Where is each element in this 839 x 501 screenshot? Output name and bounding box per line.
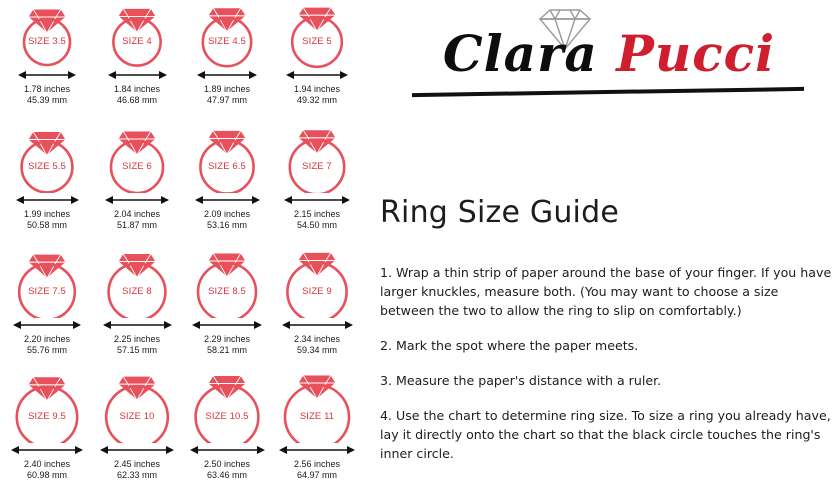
ring-size-label: SIZE 8.5 bbox=[208, 286, 246, 297]
measurement-mm: 49.32 mm bbox=[296, 95, 338, 105]
measurement-mm: 47.97 mm bbox=[206, 95, 248, 105]
ring-illustration bbox=[182, 375, 272, 443]
measurement-mm: 55.76 mm bbox=[26, 345, 68, 355]
measurement-mm: 53.16 mm bbox=[206, 220, 248, 230]
measurement-mm: 58.21 mm bbox=[206, 345, 248, 355]
ring-size-cell bbox=[272, 0, 362, 125]
ring-size-cell bbox=[2, 250, 92, 375]
measurement-inches: 2.04 inches bbox=[113, 209, 161, 219]
measurement-mm: 46.68 mm bbox=[116, 95, 158, 105]
ring-size-cell bbox=[182, 375, 272, 500]
ring-size-label: SIZE 8 bbox=[122, 286, 152, 297]
measurement-inches: 2.25 inches bbox=[113, 334, 161, 344]
page-title: Ring Size Guide bbox=[380, 195, 619, 230]
measurement-inches: 2.15 inches bbox=[293, 209, 341, 219]
ring-measurement bbox=[182, 334, 272, 356]
measurement-mm: 50.58 mm bbox=[26, 220, 68, 230]
ring-illustration bbox=[2, 125, 92, 193]
measurement-inches: 2.56 inches bbox=[293, 459, 341, 469]
ring-size-cell bbox=[92, 0, 182, 125]
ring-size-cell bbox=[92, 375, 182, 500]
instruction-steps bbox=[380, 250, 832, 463]
ring-size-label: SIZE 6.5 bbox=[208, 161, 246, 172]
measure-arrow-icon bbox=[272, 443, 362, 457]
measurement-inches: 2.09 inches bbox=[203, 209, 251, 219]
ring-measurement bbox=[272, 84, 362, 106]
measure-arrow-icon bbox=[92, 68, 182, 82]
ring-illustration bbox=[92, 375, 182, 443]
ring-illustration bbox=[272, 375, 362, 443]
ring-size-label: SIZE 4 bbox=[122, 36, 152, 47]
ring-illustration bbox=[2, 250, 92, 318]
ring-illustration bbox=[272, 0, 362, 68]
measurement-inches: 2.20 inches bbox=[23, 334, 71, 344]
ring-size-label: SIZE 5.5 bbox=[28, 161, 66, 172]
brand-logo bbox=[384, 4, 834, 104]
ring-size-chart bbox=[0, 0, 364, 501]
measurement-inches: 2.50 inches bbox=[203, 459, 251, 469]
measurement-inches: 1.99 inches bbox=[23, 209, 71, 219]
measurement-inches: 2.34 inches bbox=[293, 334, 341, 344]
measure-arrow-icon bbox=[2, 193, 92, 207]
measurement-inches: 2.45 inches bbox=[113, 459, 161, 469]
ring-size-label: SIZE 5 bbox=[302, 36, 332, 47]
ring-size-label: SIZE 6 bbox=[122, 161, 152, 172]
measurement-mm: 59.34 mm bbox=[296, 345, 338, 355]
ring-size-cell bbox=[272, 375, 362, 500]
measure-arrow-icon bbox=[182, 318, 272, 332]
ring-measurement bbox=[272, 459, 362, 481]
ring-illustration bbox=[92, 250, 182, 318]
measure-arrow-icon bbox=[272, 193, 362, 207]
ring-illustration bbox=[2, 0, 92, 68]
ring-measurement bbox=[2, 84, 92, 106]
measure-arrow-icon bbox=[272, 68, 362, 82]
ring-size-cell bbox=[182, 125, 272, 250]
measure-arrow-icon bbox=[2, 68, 92, 82]
measurement-inches: 1.94 inches bbox=[293, 84, 341, 94]
measurement-mm: 45.39 mm bbox=[26, 95, 68, 105]
measure-arrow-icon bbox=[92, 193, 182, 207]
measurement-mm: 62.33 mm bbox=[116, 470, 158, 480]
ring-illustration bbox=[182, 125, 272, 193]
ring-size-cell bbox=[2, 375, 92, 500]
ring-size-label: SIZE 3.5 bbox=[28, 36, 66, 47]
ring-size-label: SIZE 9 bbox=[302, 286, 332, 297]
measurement-mm: 51.87 mm bbox=[116, 220, 158, 230]
measure-arrow-icon bbox=[92, 318, 182, 332]
measure-arrow-icon bbox=[272, 318, 362, 332]
ring-illustration bbox=[182, 250, 272, 318]
ring-size-label: SIZE 11 bbox=[299, 411, 335, 422]
instruction-step: 1. Wrap a thin strip of paper around the base of your finger. If you have larger knuckles, measure both. (You may want to choose a size between the two to allow the ring to slip on comfortably.) bbox=[380, 264, 832, 318]
measure-arrow-icon bbox=[182, 193, 272, 207]
measurement-mm: 64.97 mm bbox=[296, 470, 338, 480]
measure-arrow-icon bbox=[2, 443, 92, 457]
measurement-inches: 1.78 inches bbox=[23, 84, 71, 94]
ring-size-cell bbox=[182, 250, 272, 375]
ring-size-label: SIZE 10 bbox=[119, 411, 155, 422]
right-panel bbox=[374, 0, 839, 501]
ring-size-cell bbox=[2, 0, 92, 125]
ring-measurement bbox=[2, 459, 92, 481]
ring-measurement bbox=[182, 209, 272, 231]
brand-name-first: Clara bbox=[442, 24, 598, 83]
ring-measurement bbox=[272, 209, 362, 231]
ring-measurement bbox=[272, 334, 362, 356]
ring-measurement bbox=[92, 84, 182, 106]
ring-illustration bbox=[272, 125, 362, 193]
measurement-mm: 60.98 mm bbox=[26, 470, 68, 480]
measurement-inches: 2.40 inches bbox=[23, 459, 71, 469]
brand-name-second: Pucci bbox=[616, 24, 776, 83]
measurement-mm: 57.15 mm bbox=[116, 345, 158, 355]
ring-illustration bbox=[2, 375, 92, 443]
measurement-inches: 2.29 inches bbox=[203, 334, 251, 344]
ring-size-cell bbox=[92, 250, 182, 375]
ring-measurement bbox=[92, 459, 182, 481]
ring-measurement bbox=[2, 209, 92, 231]
ring-size-cell bbox=[182, 0, 272, 125]
measurement-inches: 1.89 inches bbox=[203, 84, 251, 94]
ring-illustration bbox=[182, 0, 272, 68]
ring-size-cell bbox=[272, 250, 362, 375]
ring-size-cell bbox=[272, 125, 362, 250]
ring-size-label: SIZE 7.5 bbox=[28, 286, 66, 297]
measurement-inches: 1.84 inches bbox=[113, 84, 161, 94]
ring-size-label: SIZE 10.5 bbox=[205, 411, 249, 422]
ring-size-label: SIZE 7 bbox=[302, 161, 332, 172]
measure-arrow-icon bbox=[2, 318, 92, 332]
ring-illustration bbox=[92, 0, 182, 68]
brand-name bbox=[384, 24, 834, 83]
instruction-step: 4. Use the chart to determine ring size. To size a ring you already have, lay it directly onto the chart so that the black circle touches the ring's inner circle. bbox=[380, 407, 831, 461]
measure-arrow-icon bbox=[182, 443, 272, 457]
ring-measurement bbox=[2, 334, 92, 356]
measure-arrow-icon bbox=[182, 68, 272, 82]
ring-size-label: SIZE 9.5 bbox=[28, 411, 66, 422]
ring-measurement bbox=[92, 334, 182, 356]
measurement-mm: 54.50 mm bbox=[296, 220, 338, 230]
ring-size-label: SIZE 4.5 bbox=[208, 36, 246, 47]
ring-size-cell bbox=[92, 125, 182, 250]
ring-size-cell bbox=[2, 125, 92, 250]
ring-measurement bbox=[92, 209, 182, 231]
logo-underline bbox=[412, 87, 804, 97]
instruction-step: 2. Mark the spot where the paper meets. bbox=[380, 337, 639, 353]
ring-illustration bbox=[92, 125, 182, 193]
ring-illustration bbox=[272, 250, 362, 318]
ring-measurement bbox=[182, 84, 272, 106]
measure-arrow-icon bbox=[92, 443, 182, 457]
measurement-mm: 63.46 mm bbox=[206, 470, 248, 480]
ring-measurement bbox=[182, 459, 272, 481]
instruction-step: 3. Measure the paper's distance with a ruler. bbox=[380, 372, 662, 388]
